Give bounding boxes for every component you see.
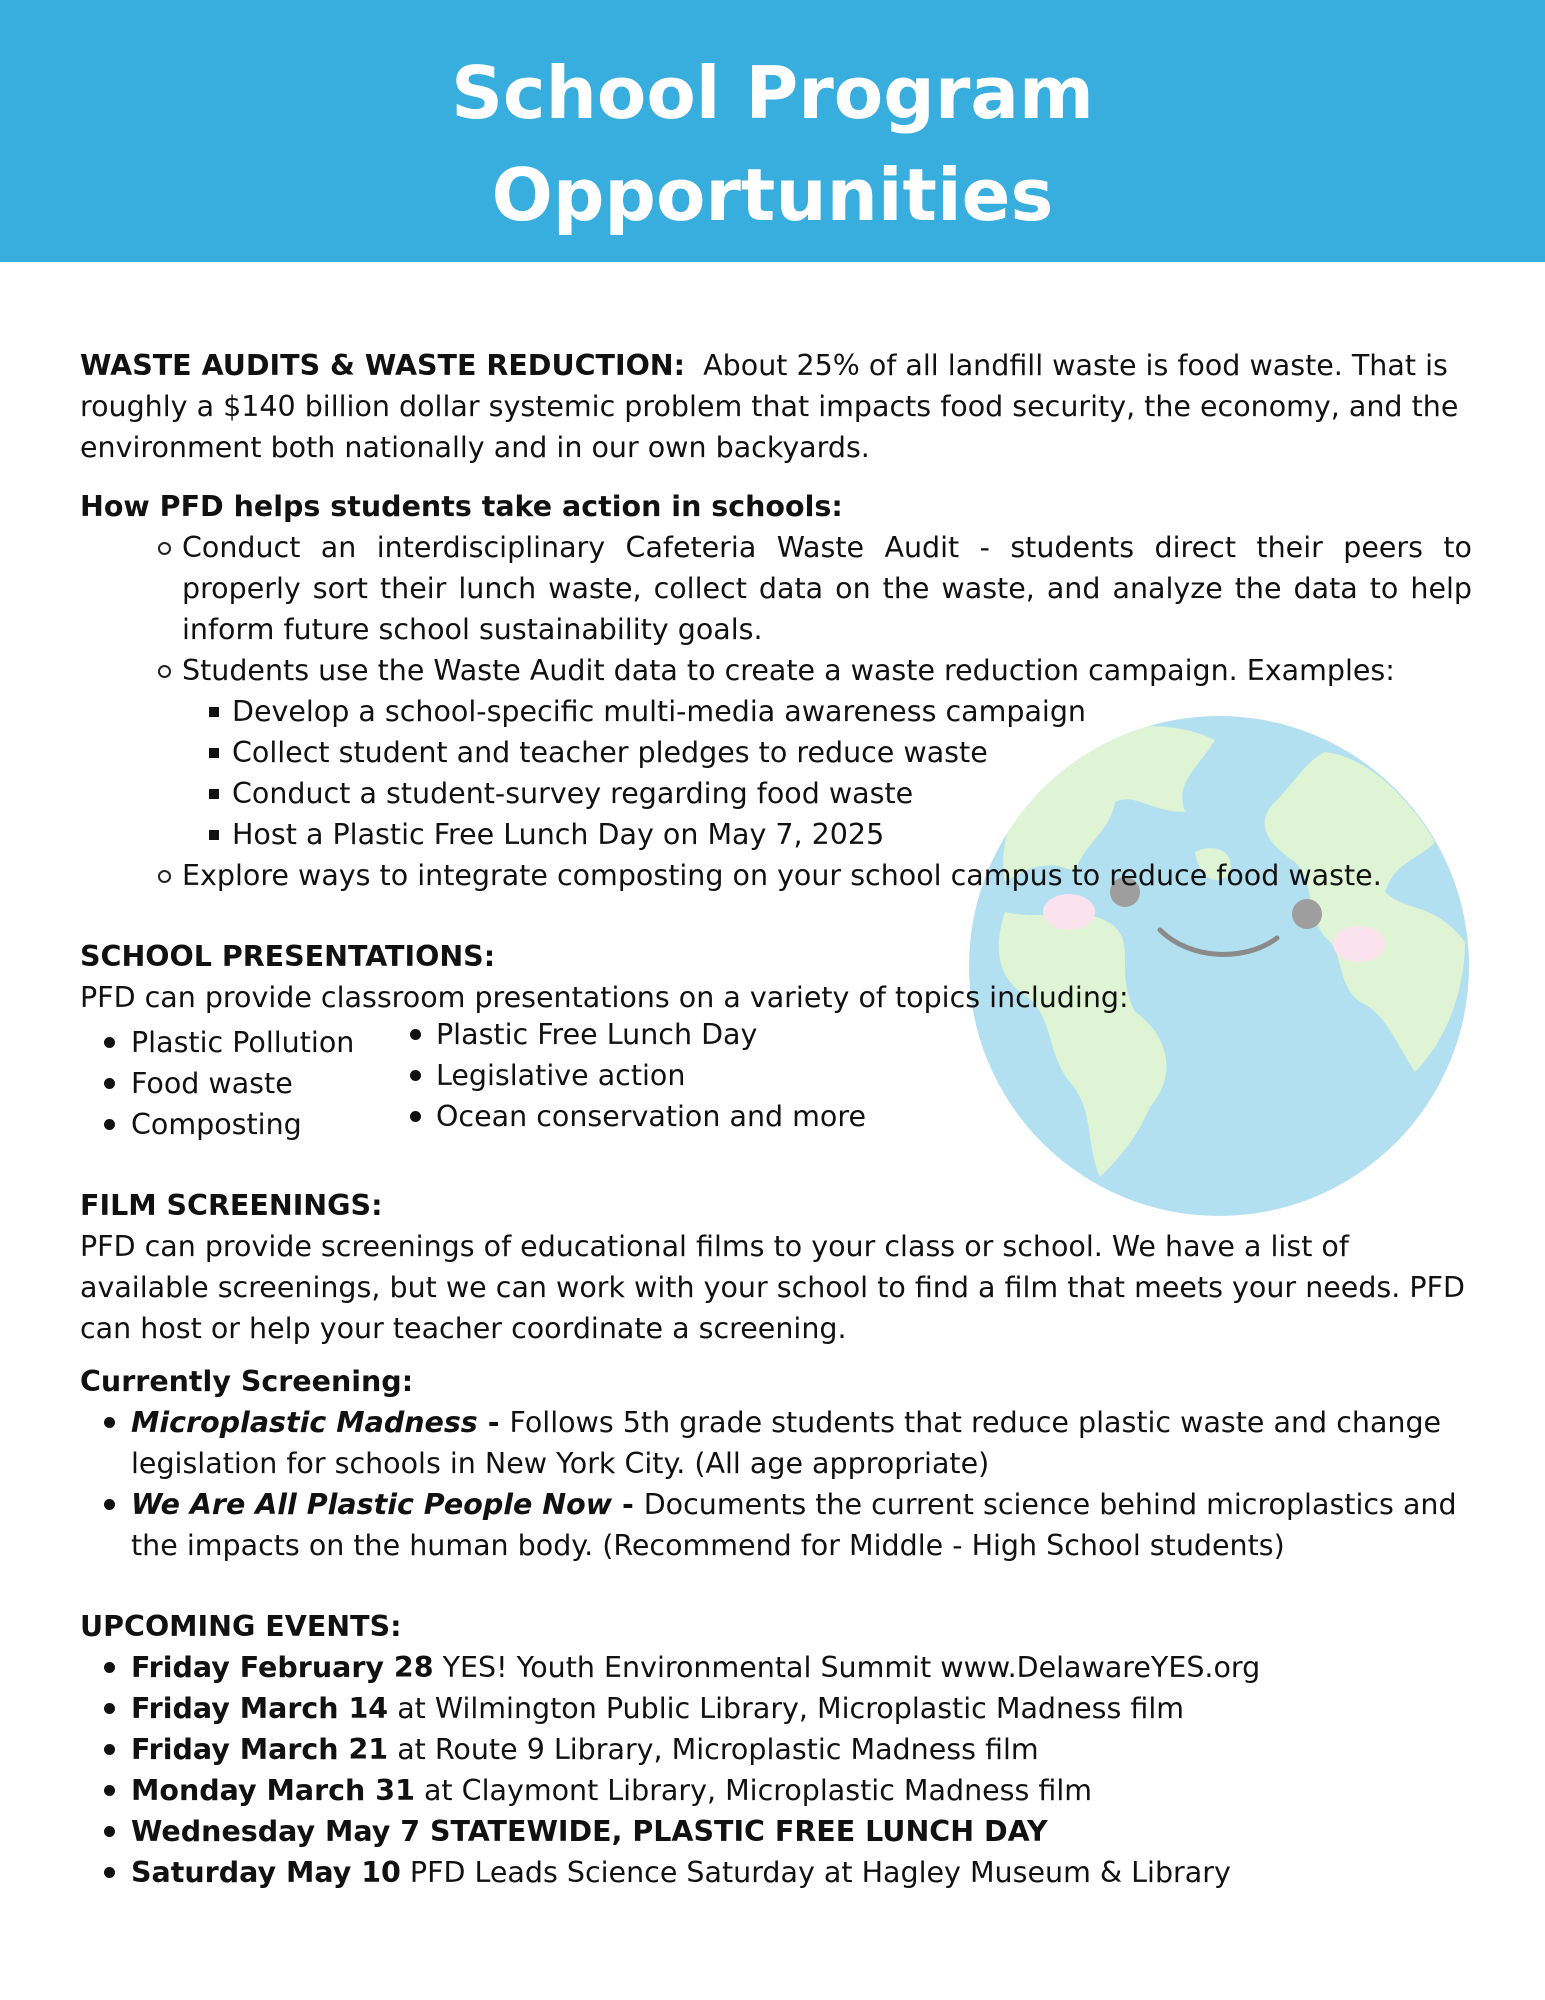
page-title-line-1: School Program bbox=[451, 51, 1094, 135]
list-item bbox=[80, 1852, 1472, 1893]
film-title: We Are All Plastic People Now bbox=[131, 1488, 613, 1521]
event-description: at Claymont Library, Microplastic Madness film bbox=[414, 1774, 1093, 1807]
separator: - bbox=[477, 1406, 510, 1439]
presentations-heading-text: SCHOOL PRESENTATIONS: bbox=[80, 940, 496, 973]
list-item bbox=[80, 1402, 1472, 1484]
film-description: Follows 5th grade students that reduce plastic waste and change legislation for schools in New York City. (All age appropriate) bbox=[131, 1406, 1442, 1480]
event-description: at Wilmington Public Library, Microplastic Madness film bbox=[388, 1692, 1185, 1725]
list-item bbox=[80, 1484, 1472, 1566]
list-item: Food waste bbox=[80, 1063, 386, 1104]
event-description: at Route 9 Library, Microplastic Madness film bbox=[388, 1733, 1039, 1766]
page-title bbox=[0, 0, 1545, 246]
event-date: Wednesday May 7 STATEWIDE, PLASTIC FREE LUNCH DAY bbox=[131, 1815, 1048, 1848]
list-item bbox=[80, 1770, 1472, 1811]
list-item bbox=[80, 1811, 1472, 1852]
events-heading-text: UPCOMING EVENTS: bbox=[80, 1610, 402, 1643]
film-description: Documents the current science behind microplastics and the impacts on the human body. (Recommend for Middle - High School students) bbox=[131, 1488, 1457, 1562]
films-intro: PFD can provide screenings of educational films to your class or school. We have a list of available screenings, but we can work with your school to find a film that meets your needs. PFD can host or help your teacher coordinate a screening. bbox=[80, 1230, 1465, 1345]
list-item: Host a Plastic Free Lunch Day on May 7, 2025 bbox=[182, 814, 1472, 855]
presentations-intro: PFD can provide classroom presentations on a variety of topics including: bbox=[80, 981, 1129, 1014]
topics-list-right bbox=[386, 1014, 866, 1145]
event-date: Monday March 31 bbox=[131, 1774, 415, 1807]
waste-heading: WASTE AUDITS & WASTE REDUCTION: bbox=[80, 349, 686, 382]
list-item: Conduct an interdisciplinary Cafeteria Waste Audit - students direct their peers to properly sort their lunch waste, collect data on the waste, and analyze the data to help inform future school sustainability goals. bbox=[80, 527, 1472, 650]
separator: - bbox=[612, 1488, 644, 1521]
topics-columns bbox=[80, 1018, 1472, 1145]
films-heading-text: FILM SCREENINGS: bbox=[80, 1189, 383, 1222]
list-item: Develop a school-specific multi-media awareness campaign bbox=[182, 691, 1472, 732]
list-item bbox=[80, 1688, 1472, 1729]
page-title-line-2: Opportunities bbox=[491, 153, 1054, 237]
list-item: Conduct a student-survey regarding food waste bbox=[182, 773, 1472, 814]
list-item: Ocean conservation and more bbox=[386, 1096, 866, 1137]
presentations-section bbox=[80, 936, 1472, 1145]
presentations-heading bbox=[80, 936, 1472, 977]
waste-intro-paragraph bbox=[80, 345, 1472, 468]
list-item: Collect student and teacher pledges to reduce waste bbox=[182, 732, 1472, 773]
waste-action-list bbox=[80, 527, 1472, 896]
waste-intro: About 25% of all landfill waste is food waste. That is roughly a $140 billion dollar systemic problem that impacts food security, the economy, and the environment both nationally and in our own backyards. bbox=[80, 349, 1459, 464]
list-item-text: Students use the Waste Audit data to create a waste reduction campaign. Examples: bbox=[182, 654, 1395, 687]
upcoming-events-section bbox=[80, 1606, 1472, 1893]
event-description: YES! Youth Environmental Summit www.DelawareYES.org bbox=[433, 1651, 1261, 1684]
main-content bbox=[80, 345, 1472, 1893]
campaign-examples-list bbox=[182, 691, 1472, 855]
films-heading bbox=[80, 1185, 1472, 1226]
events-heading bbox=[80, 1606, 1472, 1647]
waste-audits-section bbox=[80, 345, 1472, 896]
list-item: Plastic Pollution bbox=[80, 1022, 386, 1063]
screening-list bbox=[80, 1402, 1472, 1566]
list-item: Explore ways to integrate composting on your school campus to reduce food waste. bbox=[80, 855, 1472, 896]
topics-list-left bbox=[80, 1022, 386, 1145]
event-date: Friday February 28 bbox=[131, 1651, 434, 1684]
waste-subheading bbox=[80, 486, 1472, 527]
list-item: Legislative action bbox=[386, 1055, 866, 1096]
currently-screening-heading bbox=[80, 1361, 1472, 1402]
list-item: Composting bbox=[80, 1104, 386, 1145]
event-date: Friday March 14 bbox=[131, 1692, 389, 1725]
list-item bbox=[80, 1729, 1472, 1770]
event-description: PFD Leads Science Saturday at Hagley Museum & Library bbox=[400, 1856, 1231, 1889]
list-item bbox=[80, 1647, 1472, 1688]
events-list bbox=[80, 1647, 1472, 1893]
event-date: Friday March 21 bbox=[131, 1733, 389, 1766]
list-item bbox=[80, 650, 1472, 855]
list-item: Plastic Free Lunch Day bbox=[386, 1014, 866, 1055]
waste-subheading-text: How PFD helps students take action in schools: bbox=[80, 490, 843, 523]
film-title: Microplastic Madness bbox=[131, 1406, 478, 1439]
currently-screening-text: Currently Screening: bbox=[80, 1365, 414, 1398]
event-date: Saturday May 10 bbox=[131, 1856, 401, 1889]
header-banner bbox=[0, 0, 1545, 262]
film-screenings-section bbox=[80, 1185, 1472, 1566]
